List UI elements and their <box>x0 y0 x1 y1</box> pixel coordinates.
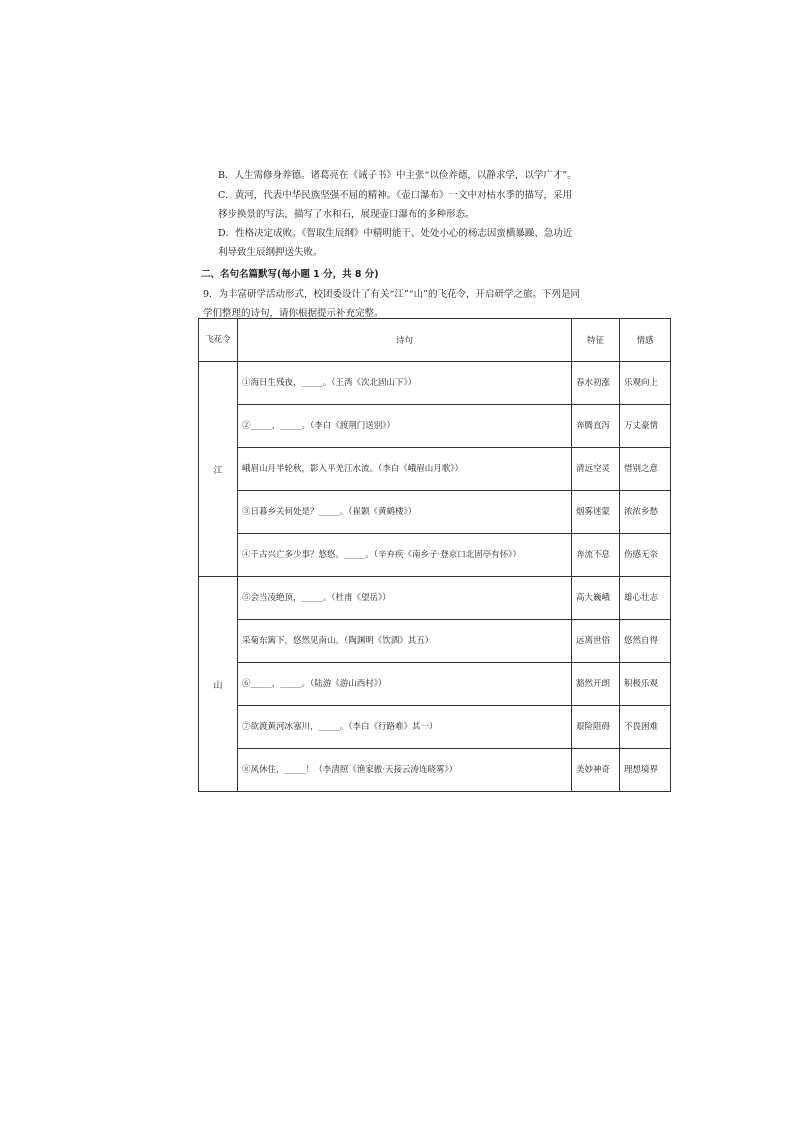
table-row <box>199 405 671 448</box>
table-row <box>199 577 671 620</box>
verse-cell: ①海日生残夜，_____。（王湾《次北固山下》） <box>238 362 572 405</box>
feature-cell: 烟雾迷蒙 <box>572 491 620 534</box>
emotion-cell: 不畏困难 <box>620 706 671 749</box>
option-c <box>218 186 572 224</box>
feature-cell: 奔腾直泻 <box>572 405 620 448</box>
table-row <box>199 491 671 534</box>
option-d-line-1: D．性格决定成败。《智取生辰纲》中精明能干、处处小心的杨志因蛮横暴躁、急功近 <box>218 228 573 239</box>
question-9-line-2: 学们整理的诗句，请你根据提示补充完整。 <box>203 308 384 319</box>
verse-cell: ⑧风休住，_____！（李清照《渔家傲·天接云涛连晓雾》） <box>238 749 572 792</box>
emotion-cell: 积极乐观 <box>620 663 671 706</box>
feature-cell: 清远空灵 <box>572 448 620 491</box>
table-row <box>199 448 671 491</box>
table-row <box>199 534 671 577</box>
feature-cell: 春水初涨 <box>572 362 620 405</box>
header-verse: 诗句 <box>238 319 572 362</box>
emotion-cell: 雄心壮志 <box>620 577 671 620</box>
emotion-cell: 乐观向上 <box>620 362 671 405</box>
group-shan-label: 山 <box>199 577 238 792</box>
option-c-line-2: 移步换景的写法，描写了水和石，展现壶口瀑布的多种形态。 <box>218 209 475 220</box>
verse-cell: ②_____，_____。（李白《渡荆门送别》） <box>238 405 572 448</box>
emotion-cell: 伤感无奈 <box>620 534 671 577</box>
table-row <box>199 620 671 663</box>
verse-cell: 峨眉山月半轮秋，影入平羌江水流。（李白《峨眉山月歌》） <box>238 448 572 491</box>
feature-cell: 美妙神奇 <box>572 749 620 792</box>
table-row <box>199 362 671 405</box>
section-heading: 二、名句名篇默写(每小题 1 分，共 8 分) <box>201 269 379 280</box>
verse-cell: ④千古兴亡多少事？悠悠。_____。（辛弃疾《南乡子·登京口北固亭有怀》） <box>238 534 572 577</box>
header-emotion: 情感 <box>620 319 671 362</box>
feature-cell: 艰险阻碍 <box>572 706 620 749</box>
emotion-cell: 理想境界 <box>620 749 671 792</box>
emotion-cell: 悠然自得 <box>620 620 671 663</box>
option-d <box>218 224 572 262</box>
option-b <box>218 166 577 185</box>
option-d-line-2: 利导致生辰纲押送失败。 <box>218 247 323 258</box>
verse-cell: ⑥_____，_____。（陆游《游山西村》） <box>238 663 572 706</box>
table-row <box>199 663 671 706</box>
verse-cell: 采菊东篱下，悠然见南山。（陶渊明《饮酒》其五） <box>238 620 572 663</box>
verse-cell: ③日暮乡关何处是？_____。（崔颢《黄鹤楼》） <box>238 491 572 534</box>
verse-cell: ⑦欲渡黄河冰塞川，_____。（李白《行路难》其一） <box>238 706 572 749</box>
table-row <box>199 749 671 792</box>
table-header-row <box>199 319 671 362</box>
emotion-cell: 浓浓乡愁 <box>620 491 671 534</box>
feature-cell: 豁然开朗 <box>572 663 620 706</box>
table-row <box>199 706 671 749</box>
feature-cell: 高大巍峨 <box>572 577 620 620</box>
option-c-line-1: C．黄河，代表中华民族坚强不屈的精神。《壶口瀑布》一文中对枯水季的描写，采用 <box>218 190 573 201</box>
question-9-line-1: 9．为丰富研学活动形式，校团委设计了有关“江”“山”的飞花令，开启研学之旅。下列是同 <box>203 289 580 300</box>
emotion-cell: 惜别之意 <box>620 448 671 491</box>
header-feature: 特征 <box>572 319 620 362</box>
group-jiang-label: 江 <box>199 362 238 577</box>
option-b-line-1: B．人生需修身养德。诸葛亮在《诫子书》中主张“以俭养德，以静求学，以学广才”。 <box>218 170 577 181</box>
emotion-cell: 万丈豪情 <box>620 405 671 448</box>
header-group: 飞花令 <box>199 319 238 362</box>
feature-cell: 奔流不息 <box>572 534 620 577</box>
poem-table <box>198 318 671 792</box>
feature-cell: 远离世俗 <box>572 620 620 663</box>
verse-cell: ⑤会当凌绝顶，_____。（杜甫《望岳》） <box>238 577 572 620</box>
